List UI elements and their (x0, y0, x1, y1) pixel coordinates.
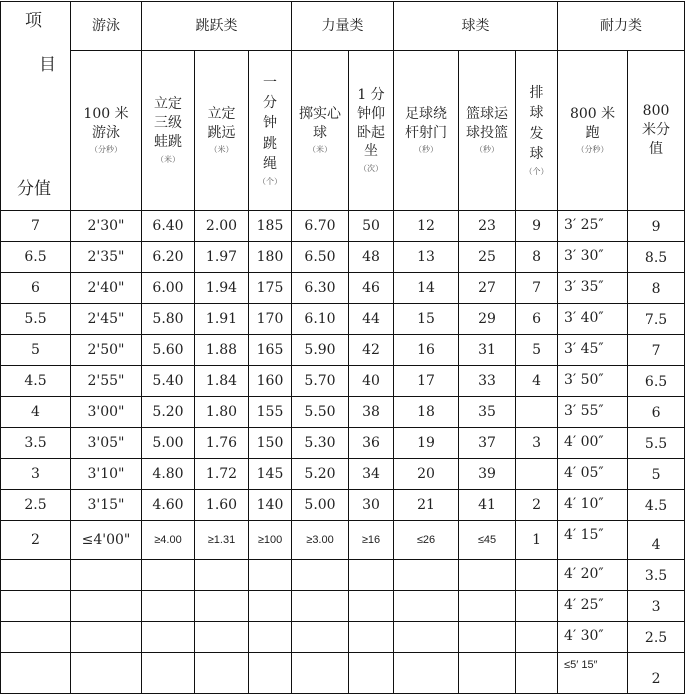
value-cell-basketball-dribble: 41 (459, 490, 516, 521)
column-label: 800 米跑 (569, 105, 616, 141)
value-cell-medicine-ball: 6.50 (292, 242, 349, 273)
value-cell-medicine-ball (292, 622, 349, 653)
table-row (1, 397, 685, 428)
table-row (1, 366, 685, 397)
value-cell-standing-long-jump (195, 622, 249, 653)
score-cell (1, 560, 71, 591)
column-unit: （个） (524, 167, 549, 177)
value-cell-run-800m: 4′ 20″ (558, 560, 628, 591)
value-cell-football-dribble: 17 (394, 366, 459, 397)
column-unit: （秒） (414, 145, 439, 155)
value-cell-sit-ups: 50 (349, 211, 394, 242)
value-cell-football-dribble: 15 (394, 304, 459, 335)
value-cell-run-800m-score: 5 (628, 459, 685, 490)
value-cell-volleyball-serve (516, 459, 558, 490)
value-cell-football-dribble (394, 622, 459, 653)
value-cell-sit-ups (349, 591, 394, 622)
value-cell-swim-100m: 2'40" (71, 273, 142, 304)
score-cell: 2.5 (1, 490, 71, 521)
column-header-run-800m-score (628, 51, 685, 211)
value-cell-run-800m-score: 6.5 (628, 366, 685, 397)
value-cell-run-800m-score: 6 (628, 397, 685, 428)
value-cell-sit-ups (349, 622, 394, 653)
value-cell-sit-ups: 38 (349, 397, 394, 428)
value-cell-football-dribble: 20 (394, 459, 459, 490)
value-cell-triple-frog-jump: 4.80 (142, 459, 195, 490)
value-cell-medicine-ball: 5.20 (292, 459, 349, 490)
value-cell-triple-frog-jump: 5.40 (142, 366, 195, 397)
value-cell-football-dribble: 18 (394, 397, 459, 428)
value-cell-sit-ups: 36 (349, 428, 394, 459)
value-cell-volleyball-serve: 6 (516, 304, 558, 335)
column-header-triple-frog-jump (142, 51, 195, 211)
value-cell-sit-ups: ≥16 (349, 521, 394, 560)
column-label: 100 米游泳 (83, 105, 129, 141)
value-cell-swim-100m: 2'35" (71, 242, 142, 273)
value-cell-sit-ups: 40 (349, 366, 394, 397)
group-swimming: 游泳 (71, 2, 142, 51)
value-cell-volleyball-serve: 4 (516, 366, 558, 397)
table-row (1, 490, 685, 521)
value-cell-medicine-ball (292, 653, 349, 694)
value-cell-standing-long-jump: 1.91 (195, 304, 249, 335)
value-cell-volleyball-serve (516, 560, 558, 591)
value-cell-football-dribble: 21 (394, 490, 459, 521)
table-row (1, 428, 685, 459)
column-header-basketball-dribble (459, 51, 516, 211)
value-cell-basketball-dribble: 25 (459, 242, 516, 273)
value-cell-volleyball-serve (516, 591, 558, 622)
value-cell-football-dribble: 13 (394, 242, 459, 273)
value-cell-volleyball-serve (516, 622, 558, 653)
corner-label-score: 分值 (17, 179, 51, 199)
value-cell-standing-long-jump: 1.97 (195, 242, 249, 273)
value-cell-run-800m: 4′ 10″ (558, 490, 628, 521)
column-label: 1 分钟仰卧起坐 (357, 86, 386, 160)
score-cell: 3.5 (1, 428, 71, 459)
value-cell-volleyball-serve: 8 (516, 242, 558, 273)
score-cell: 5.5 (1, 304, 71, 335)
value-cell-swim-100m: 2'55" (71, 366, 142, 397)
value-cell-rope-skipping: 165 (249, 335, 292, 366)
column-unit: （米） (209, 145, 234, 155)
value-cell-run-800m-score: 4.5 (628, 490, 685, 521)
value-cell-medicine-ball: 6.70 (292, 211, 349, 242)
value-cell-rope-skipping: 175 (249, 273, 292, 304)
score-cell: 3 (1, 459, 71, 490)
value-cell-standing-long-jump: 1.84 (195, 366, 249, 397)
group-ball: 球类 (394, 2, 558, 51)
value-cell-volleyball-serve (516, 653, 558, 694)
value-cell-rope-skipping (249, 560, 292, 591)
value-cell-sit-ups (349, 560, 394, 591)
value-cell-volleyball-serve: 7 (516, 273, 558, 304)
table-row (1, 335, 685, 366)
table-row (1, 622, 685, 653)
value-cell-run-800m-score: 9 (628, 211, 685, 242)
value-cell-rope-skipping (249, 622, 292, 653)
score-cell (1, 622, 71, 653)
value-cell-basketball-dribble (459, 653, 516, 694)
value-cell-standing-long-jump (195, 653, 249, 694)
value-cell-medicine-ball: 5.30 (292, 428, 349, 459)
column-label: 立定三级蛙跳 (154, 96, 182, 151)
value-cell-standing-long-jump: 1.94 (195, 273, 249, 304)
value-cell-basketball-dribble: 39 (459, 459, 516, 490)
value-cell-swim-100m (71, 591, 142, 622)
score-cell: 2 (1, 521, 71, 560)
value-cell-basketball-dribble: 27 (459, 273, 516, 304)
column-label: 立定跳远 (207, 105, 236, 141)
value-cell-run-800m: 3′ 40″ (558, 304, 628, 335)
value-cell-football-dribble (394, 591, 459, 622)
value-cell-rope-skipping: ≥100 (249, 521, 292, 560)
value-cell-standing-long-jump: ≥1.31 (195, 521, 249, 560)
value-cell-run-800m: 3′ 35″ (558, 273, 628, 304)
value-cell-run-800m: 3′ 45″ (558, 335, 628, 366)
score-cell: 6 (1, 273, 71, 304)
column-header-medicine-ball (292, 51, 349, 211)
value-cell-basketball-dribble (459, 591, 516, 622)
value-cell-standing-long-jump (195, 560, 249, 591)
scoring-table (0, 1, 685, 694)
value-cell-triple-frog-jump (142, 560, 195, 591)
value-cell-football-dribble: 14 (394, 273, 459, 304)
value-cell-volleyball-serve: 1 (516, 521, 558, 560)
value-cell-sit-ups: 34 (349, 459, 394, 490)
value-cell-run-800m: 3′ 55″ (558, 397, 628, 428)
value-cell-run-800m: 4′ 00″ (558, 428, 628, 459)
value-cell-run-800m: 3′ 50″ (558, 366, 628, 397)
value-cell-basketball-dribble (459, 560, 516, 591)
table-row (1, 242, 685, 273)
value-cell-swim-100m: 3'05" (71, 428, 142, 459)
value-cell-football-dribble: ≤26 (394, 521, 459, 560)
value-cell-run-800m-score: 2.5 (628, 622, 685, 653)
value-cell-rope-skipping: 150 (249, 428, 292, 459)
table-row (1, 211, 685, 242)
value-cell-medicine-ball (292, 560, 349, 591)
score-cell: 4.5 (1, 366, 71, 397)
table-row (1, 521, 685, 560)
value-cell-rope-skipping: 180 (249, 242, 292, 273)
value-cell-run-800m: 4′ 05″ (558, 459, 628, 490)
value-cell-football-dribble: 16 (394, 335, 459, 366)
value-cell-standing-long-jump (195, 591, 249, 622)
column-header-football-dribble (394, 51, 459, 211)
column-label: 800 米分 值 (642, 103, 671, 157)
table-row (1, 560, 685, 591)
value-cell-run-800m-score: 3 (628, 591, 685, 622)
value-cell-swim-100m: ≤4'00" (71, 521, 142, 560)
column-header-rope-skipping (249, 51, 292, 211)
value-cell-standing-long-jump: 1.88 (195, 335, 249, 366)
value-cell-standing-long-jump: 1.76 (195, 428, 249, 459)
value-cell-triple-frog-jump: 5.80 (142, 304, 195, 335)
value-cell-rope-skipping: 140 (249, 490, 292, 521)
value-cell-basketball-dribble: 29 (459, 304, 516, 335)
corner-label-item: 项 (25, 11, 42, 31)
value-cell-run-800m: 4′ 25″ (558, 591, 628, 622)
value-cell-volleyball-serve: 5 (516, 335, 558, 366)
column-header-swim-100m (71, 51, 142, 211)
value-cell-run-800m-score: 7.5 (628, 304, 685, 335)
value-cell-rope-skipping: 185 (249, 211, 292, 242)
value-cell-football-dribble (394, 653, 459, 694)
value-cell-rope-skipping: 170 (249, 304, 292, 335)
value-cell-swim-100m (71, 653, 142, 694)
value-cell-swim-100m: 3'00" (71, 397, 142, 428)
value-cell-sit-ups (349, 653, 394, 694)
value-cell-medicine-ball: 6.10 (292, 304, 349, 335)
value-cell-volleyball-serve: 2 (516, 490, 558, 521)
column-label: 排球发球 (529, 85, 544, 162)
value-cell-basketball-dribble: ≤45 (459, 521, 516, 560)
value-cell-medicine-ball: 6.30 (292, 273, 349, 304)
value-cell-basketball-dribble (459, 622, 516, 653)
value-cell-football-dribble: 19 (394, 428, 459, 459)
value-cell-medicine-ball: 5.00 (292, 490, 349, 521)
column-header-volleyball-serve (516, 51, 558, 211)
score-cell: 6.5 (1, 242, 71, 273)
value-cell-swim-100m: 2'50" (71, 335, 142, 366)
value-cell-volleyball-serve (516, 397, 558, 428)
value-cell-rope-skipping: 145 (249, 459, 292, 490)
value-cell-run-800m-score: 4 (628, 521, 685, 560)
value-cell-run-800m-score: 3.5 (628, 560, 685, 591)
column-unit: （分秒） (90, 145, 122, 155)
score-cell: 4 (1, 397, 71, 428)
column-label: 篮球运球投篮 (466, 105, 509, 141)
value-cell-run-800m-score: 8 (628, 273, 685, 304)
value-cell-medicine-ball: ≥3.00 (292, 521, 349, 560)
table-row (1, 591, 685, 622)
value-cell-basketball-dribble: 37 (459, 428, 516, 459)
column-unit: （秒） (475, 145, 500, 155)
value-cell-run-800m: 3′ 30″ (558, 242, 628, 273)
column-label: 足球绕杆射门 (405, 105, 448, 141)
value-cell-triple-frog-jump: 6.00 (142, 273, 195, 304)
value-cell-run-800m: 4′ 30″ (558, 622, 628, 653)
value-cell-triple-frog-jump: 5.60 (142, 335, 195, 366)
column-label: 掷实心球 (299, 105, 342, 141)
column-unit: （米） (308, 145, 333, 155)
value-cell-run-800m: 4′ 15″ (558, 521, 628, 560)
value-cell-run-800m: ≤5′ 15″ (558, 653, 628, 694)
value-cell-basketball-dribble: 23 (459, 211, 516, 242)
value-cell-triple-frog-jump (142, 591, 195, 622)
value-cell-swim-100m (71, 622, 142, 653)
value-cell-triple-frog-jump: 4.60 (142, 490, 195, 521)
value-cell-medicine-ball: 5.50 (292, 397, 349, 428)
value-cell-triple-frog-jump (142, 622, 195, 653)
value-cell-swim-100m: 2'30" (71, 211, 142, 242)
table-row (1, 653, 685, 694)
value-cell-run-800m-score: 8.5 (628, 242, 685, 273)
column-header-standing-long-jump (195, 51, 249, 211)
value-cell-swim-100m (71, 560, 142, 591)
value-cell-triple-frog-jump: 6.40 (142, 211, 195, 242)
value-cell-basketball-dribble: 31 (459, 335, 516, 366)
value-cell-sit-ups: 46 (349, 273, 394, 304)
column-unit: （次） (359, 164, 384, 174)
value-cell-triple-frog-jump: ≥4.00 (142, 521, 195, 560)
score-cell (1, 591, 71, 622)
column-header-sit-ups (349, 51, 394, 211)
value-cell-volleyball-serve: 3 (516, 428, 558, 459)
value-cell-standing-long-jump: 1.72 (195, 459, 249, 490)
value-cell-medicine-ball (292, 591, 349, 622)
value-cell-rope-skipping (249, 653, 292, 694)
score-cell (1, 653, 71, 694)
score-cell: 7 (1, 211, 71, 242)
value-cell-run-800m-score: 2 (628, 653, 685, 694)
value-cell-triple-frog-jump (142, 653, 195, 694)
table-row (1, 273, 685, 304)
value-cell-basketball-dribble: 33 (459, 366, 516, 397)
group-endurance: 耐力类 (558, 2, 685, 51)
value-cell-triple-frog-jump: 6.20 (142, 242, 195, 273)
column-unit: （分秒） (576, 145, 609, 155)
value-cell-standing-long-jump: 2.00 (195, 211, 249, 242)
column-header-run-800m (558, 51, 628, 211)
corner-label-item: 目 (39, 55, 56, 75)
value-cell-triple-frog-jump: 5.20 (142, 397, 195, 428)
value-cell-rope-skipping (249, 591, 292, 622)
value-cell-run-800m-score: 5.5 (628, 428, 685, 459)
value-cell-football-dribble: 12 (394, 211, 459, 242)
value-cell-sit-ups: 42 (349, 335, 394, 366)
value-cell-basketball-dribble: 35 (459, 397, 516, 428)
value-cell-standing-long-jump: 1.80 (195, 397, 249, 428)
value-cell-swim-100m: 2'45" (71, 304, 142, 335)
value-cell-swim-100m: 3'10" (71, 459, 142, 490)
value-cell-football-dribble (394, 560, 459, 591)
value-cell-rope-skipping: 155 (249, 397, 292, 428)
value-cell-rope-skipping: 160 (249, 366, 292, 397)
column-unit: （个） (258, 177, 282, 187)
value-cell-run-800m-score: 7 (628, 335, 685, 366)
value-cell-medicine-ball: 5.90 (292, 335, 349, 366)
value-cell-sit-ups: 48 (349, 242, 394, 273)
value-cell-sit-ups: 30 (349, 490, 394, 521)
value-cell-volleyball-serve: 9 (516, 211, 558, 242)
value-cell-swim-100m: 3'15" (71, 490, 142, 521)
corner-header-cell (1, 2, 71, 211)
column-unit: （米） (156, 154, 180, 164)
column-label: 一分钟跳绳 (263, 74, 277, 173)
group-strength: 力量类 (292, 2, 394, 51)
group-jumping: 跳跃类 (142, 2, 292, 51)
value-cell-run-800m: 3′ 25″ (558, 211, 628, 242)
table-row (1, 459, 685, 490)
score-cell: 5 (1, 335, 71, 366)
value-cell-triple-frog-jump: 5.00 (142, 428, 195, 459)
value-cell-standing-long-jump: 1.60 (195, 490, 249, 521)
value-cell-medicine-ball: 5.70 (292, 366, 349, 397)
value-cell-sit-ups: 44 (349, 304, 394, 335)
table-row (1, 304, 685, 335)
